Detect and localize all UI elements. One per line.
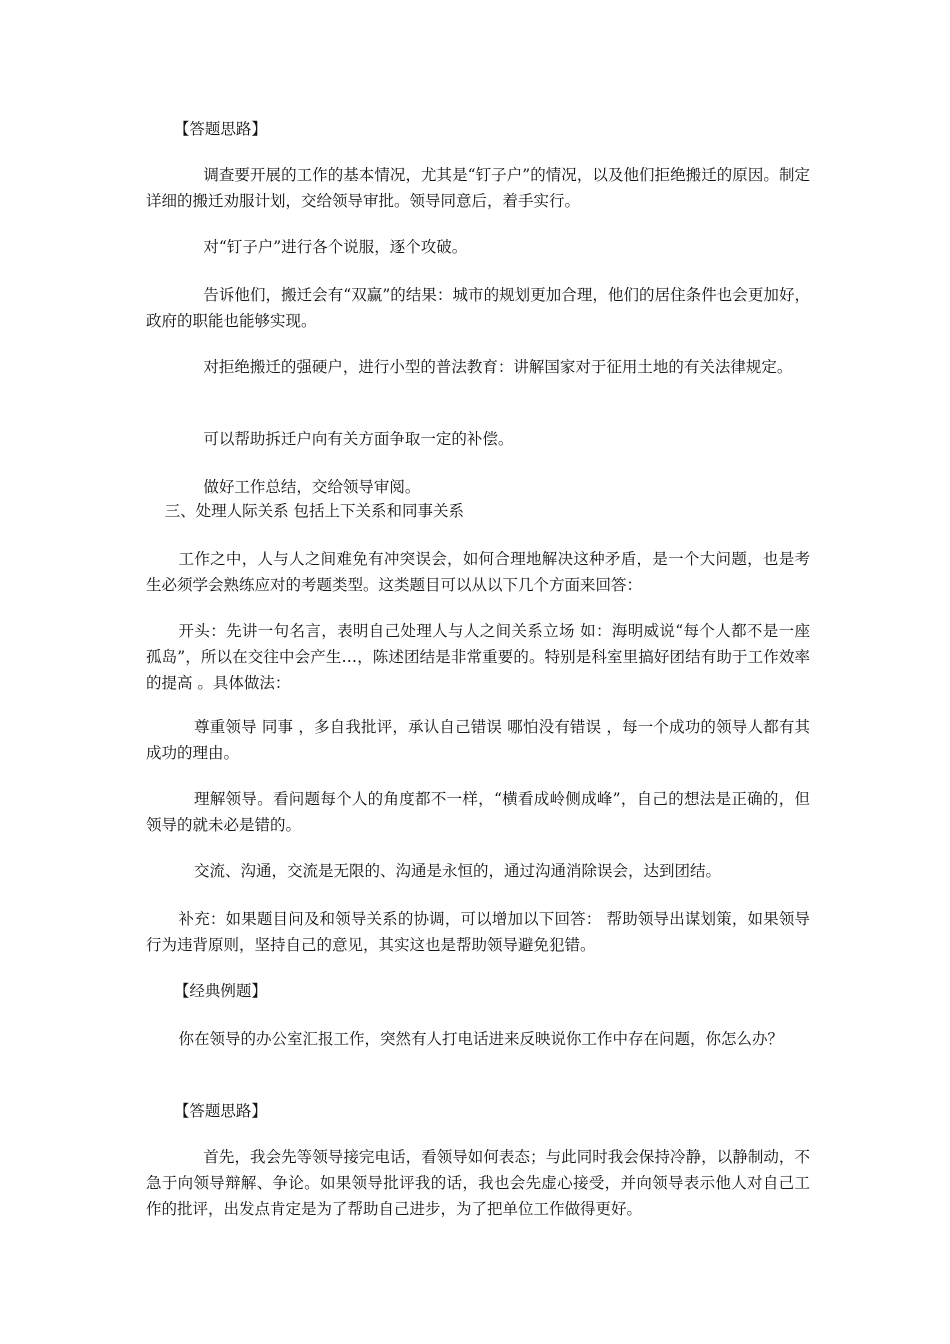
paragraph-respect: 尊重领导 同事 ，多自我批评，承认自己错误 哪怕没有错误 ，每一个成功的领导人都有其成功的理由。 (146, 718, 810, 762)
paragraph-win-win: 告诉他们，搬迁会有“双赢”的结果：城市的规划更加合理，他们的居住条件也会更加好，政府的职能也能够实现。 (146, 286, 810, 330)
paragraph-example-question: 你在领导的办公室汇报工作，突然有人打电话进来反映说你工作中存在问题，你怎么办？ (178, 1030, 784, 1048)
section-heading-answer-approach-1: 【答题思路】 (173, 120, 267, 138)
paragraph-persuade: 对“钉子户”进行各个说服，逐个攻破。 (203, 238, 468, 256)
paragraph-compensation: 可以帮助拆迁户向有关方面争取一定的补偿。 (203, 430, 514, 448)
section-heading-relationships: 三、处理人际关系 包括上下关系和同事关系 (164, 502, 465, 520)
paragraph-investigate: 调查要开展的工作的基本情况，尤其是“钉子户”的情况，以及他们拒绝搬迁的原因。制定详细的搬迁劝服计划，交给领导审批。领导同意后，着手实行。 (146, 166, 810, 210)
paragraph-summary: 做好工作总结，交给领导审阅。 (203, 478, 421, 496)
section-heading-answer-approach-2: 【答题思路】 (173, 1102, 267, 1120)
paragraph-opening: 开头：先讲一句名言，表明自己处理人与人之间关系立场 如：海明威说“每个人都不是一座孤岛”，所以在交往中会产生…，陈述团结是非常重要的。特别是科室里搞好团结有助于工作效率的提高 。具体做法： (146, 622, 810, 692)
paragraph-communicate: 交流、沟通，交流是无限的、沟通是永恒的，通过沟通消除误会，达到团结。 (194, 862, 722, 880)
paragraph-example-answer: 首先，我会先等领导接完电话，看领导如何表态；与此同时我会保持冷静，以静制动，不急于向领导辩解、争论。如果领导批评我的话，我也会先虚心接受，并向领导表示他人对自己工作的批评，出发点肯定是为了帮助自己进步，为了把单位工作做得更好。 (146, 1148, 810, 1218)
paragraph-supplement: 补充：如果题目问及和领导关系的协调，可以增加以下回答： 帮助领导出谋划策，如果领导行为违背原则，坚持自己的意见，其实这也是帮助领导避免犯错。 (146, 910, 810, 954)
paragraph-legal-education: 对拒绝搬迁的强硬户，进行小型的普法教育：讲解国家对于征用土地的有关法律规定。 (203, 358, 793, 376)
paragraph-understand: 理解领导。看问题每个人的角度都不一样，“横看成岭侧成峰”，自己的想法是正确的，但领导的就未必是错的。 (146, 790, 810, 834)
paragraph-conflict-intro: 工作之中，人与人之间难免有冲突误会，如何合理地解决这种矛盾，是一个大问题，也是考生必须学会熟练应对的考题类型。这类题目可以从以下几个方面来回答： (146, 550, 810, 594)
section-heading-classic-example: 【经典例题】 (173, 982, 267, 1000)
